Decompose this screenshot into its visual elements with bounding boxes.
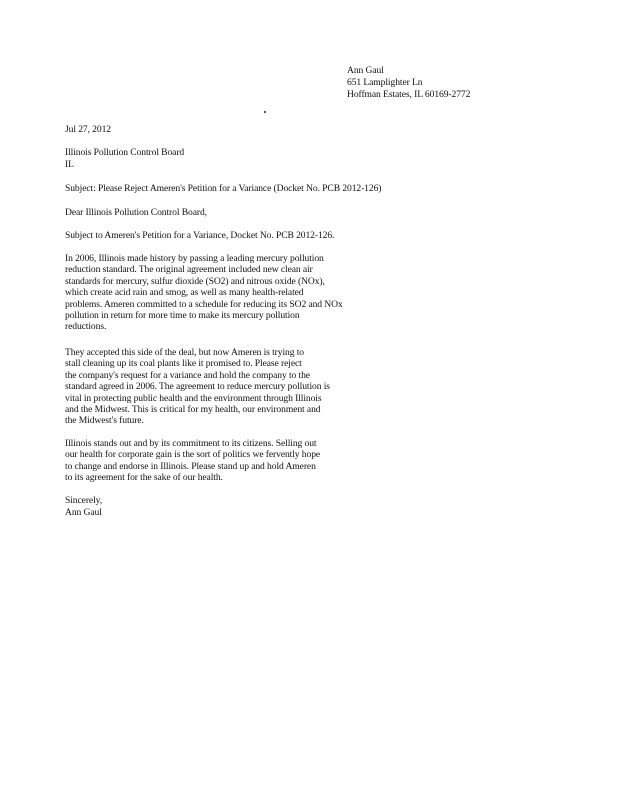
paragraph-line: Illinois stands out and by its commitment to its citizens. Selling out xyxy=(65,438,317,449)
salutation: Dear Illinois Pollution Control Board, xyxy=(65,207,207,218)
paragraph-line: reduction standard. The original agreement included new clean air xyxy=(65,264,313,276)
signature-name: Ann Gaul xyxy=(65,507,102,518)
paragraph-line: standard agreed in 2006. The agreement to reduce mercury pollution is xyxy=(65,381,330,393)
sender-name: Ann Gaul xyxy=(347,65,384,76)
stray-mark xyxy=(264,111,266,113)
paragraph-line: and the Midwest. This is critical for my health, our environment and xyxy=(65,404,321,416)
paragraph-line: the company's request for a variance and hold the company to the xyxy=(65,369,310,381)
closing: Sincerely, xyxy=(65,495,103,506)
paragraph-line: They accepted this side of the deal, but now Ameren is trying to xyxy=(65,347,304,358)
paragraph-line: pollution in return for more time to make its mercury pollution xyxy=(65,310,300,322)
recipient-state: IL xyxy=(65,159,74,170)
body-paragraph-3 xyxy=(65,438,365,484)
paragraph-line: our health for corporate gain is the sort of politics we fervently hope xyxy=(65,449,321,461)
paragraph-line: In 2006, Illinois made history by passing a leading mercury pollution xyxy=(65,253,324,264)
body-paragraph-2 xyxy=(65,347,365,427)
body-paragraph-1 xyxy=(65,253,365,333)
recipient-name: Illinois Pollution Control Board xyxy=(65,147,185,158)
paragraph-line: to change and endorse in Illinois. Please stand up and hold Ameren xyxy=(65,460,316,472)
subject-line: Subject: Please Reject Ameren's Petition for a Variance (Docket No. PCB 2012-126) xyxy=(65,183,382,194)
paragraph-line: to its agreement for the sake of our health. xyxy=(65,472,223,484)
paragraph-line: vital in protecting public health and the environment through Illinois xyxy=(65,392,322,404)
paragraph-line: reductions. xyxy=(65,321,107,333)
sender-city: Hoffman Estates, IL 60169-2772 xyxy=(347,89,471,100)
paragraph-line: which create acid rain and smog, as well as many health-related xyxy=(65,287,304,299)
sender-street: 651 Lamplighter Ln xyxy=(347,77,423,88)
paragraph-line: standards for mercury, sulfur dioxide (SO2) and nitrous oxide (NOx), xyxy=(65,275,325,287)
paragraph-line: stall cleaning up its coal plants like it promised to. Please reject xyxy=(65,358,302,370)
paragraph-line: the Midwest's future. xyxy=(65,415,144,427)
letter-date: Jul 27, 2012 xyxy=(65,124,111,135)
paragraph-line: problems. Ameren committed to a schedule for reducing its SO2 and NOx xyxy=(65,298,343,310)
subject-repeat: Subject to Ameren's Petition for a Variance, Docket No. PCB 2012-126. xyxy=(65,230,335,241)
